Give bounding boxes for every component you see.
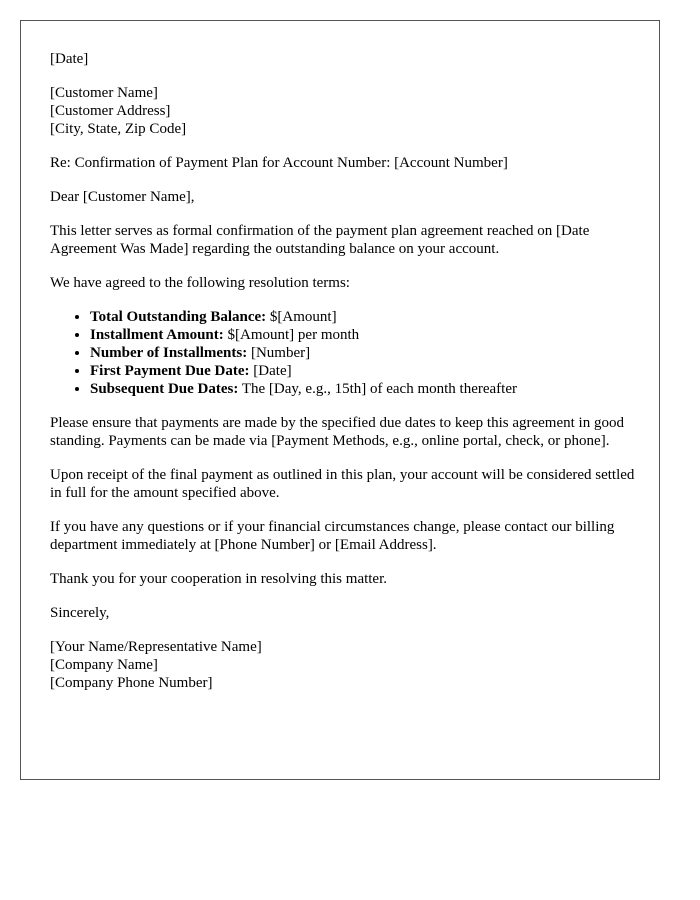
- signature-name: [Your Name/Representative Name]: [50, 639, 262, 655]
- closing: Sincerely,: [50, 605, 110, 621]
- thanks-line: Thank you for your cooperation in resolving this matter.: [50, 571, 388, 587]
- salutation: Dear [Customer Name],: [50, 189, 195, 205]
- term-label: Installment Amount:: [90, 327, 224, 343]
- term-label: Subsequent Due Dates:: [90, 381, 239, 397]
- signature-block: [50, 638, 645, 692]
- intro-paragraph: This letter serves as formal confirmation of the payment plan agreement reached on [Date Agreement Was Made] regarding the outstanding balance on your account.: [50, 223, 590, 257]
- term-value: $[Amount]: [266, 309, 337, 325]
- term-label: Number of Installments:: [90, 345, 248, 361]
- settlement-note: Upon receipt of the final payment as outlined in this plan, your account will be considered settled in full for the amount specified above.: [50, 467, 635, 501]
- recipient-address-block: [50, 84, 645, 138]
- recipient-city-state-zip: [City, State, Zip Code]: [50, 121, 187, 137]
- payment-note: Please ensure that payments are made by the specified due dates to keep this agreement in good standing. Payments can be made via [Payment Methods, e.g., online portal, check, or phone].: [50, 415, 624, 449]
- list-item: [90, 308, 645, 326]
- letter-date: [Date]: [50, 51, 89, 67]
- signature-company: [Company Name]: [50, 657, 158, 673]
- list-item: [90, 380, 645, 398]
- term-value: The [Day, e.g., 15th] of each month thereafter: [238, 381, 517, 397]
- recipient-address: [Customer Address]: [50, 103, 171, 119]
- list-item: [90, 326, 645, 344]
- signature-phone: [Company Phone Number]: [50, 675, 213, 691]
- term-value: [Number]: [247, 345, 311, 361]
- list-item: [90, 362, 645, 380]
- term-value: $[Amount] per month: [223, 327, 360, 343]
- term-label: Total Outstanding Balance:: [90, 309, 267, 325]
- terms-intro: We have agreed to the following resolution terms:: [50, 275, 350, 291]
- subject-line: Re: Confirmation of Payment Plan for Account Number: [Account Number]: [50, 155, 508, 171]
- term-label: First Payment Due Date:: [90, 363, 250, 379]
- letter-body: [50, 50, 645, 708]
- contact-note: If you have any questions or if your financial circumstances change, please contact our billing department immediately at [Phone Number] or [Email Address].: [50, 519, 615, 553]
- terms-list: [50, 308, 645, 398]
- term-value: [Date]: [249, 363, 292, 379]
- letter-page: [20, 20, 660, 780]
- list-item: [90, 344, 645, 362]
- recipient-name: [Customer Name]: [50, 85, 158, 101]
